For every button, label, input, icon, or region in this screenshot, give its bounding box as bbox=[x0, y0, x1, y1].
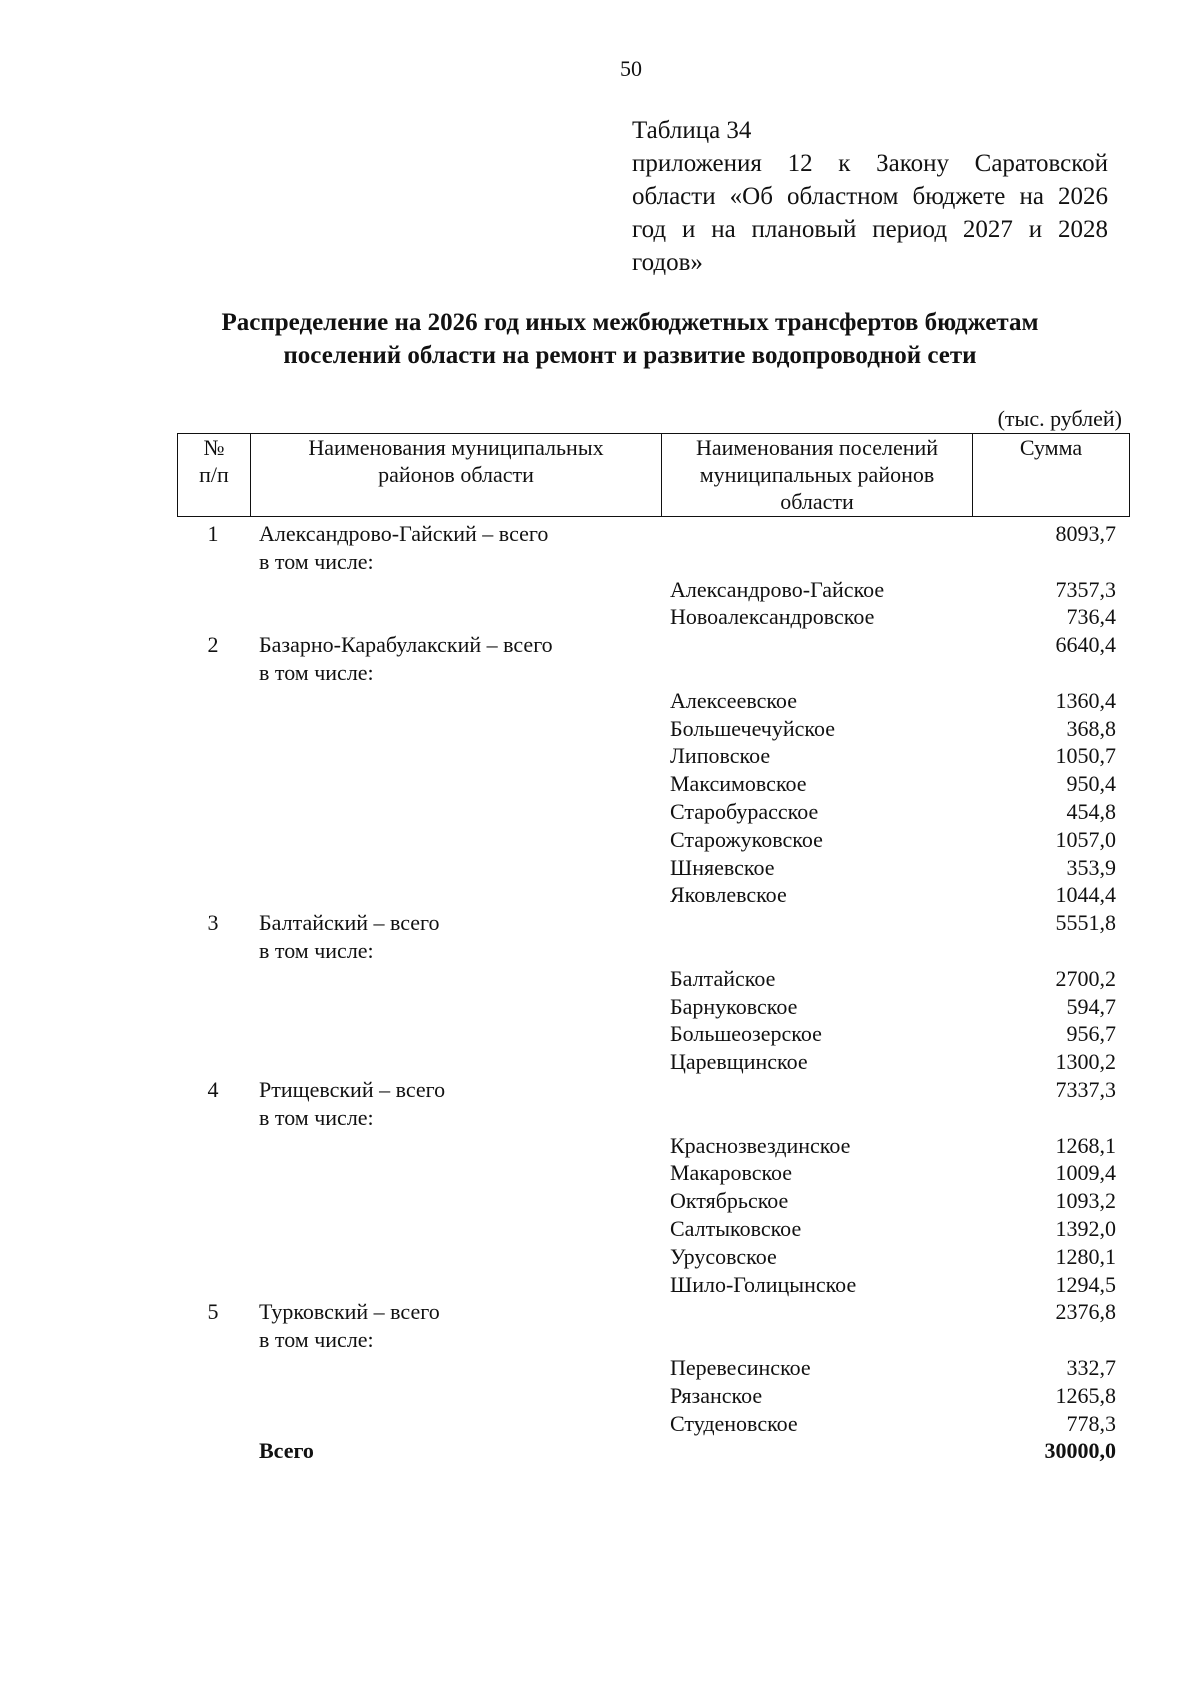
header-num-line: № bbox=[203, 435, 225, 460]
amount: 2376,8 bbox=[1055, 1299, 1116, 1325]
amount: 6640,4 bbox=[1055, 632, 1116, 658]
table-row bbox=[0, 1076, 1200, 1104]
table-row bbox=[0, 1187, 1200, 1215]
annex-reference bbox=[632, 114, 1108, 279]
row-number: 2 bbox=[207, 632, 219, 658]
header-num-line: п/п bbox=[199, 462, 229, 487]
table-row bbox=[0, 576, 1200, 604]
document-title bbox=[160, 306, 1100, 372]
settlement-name: Барнуковское bbox=[670, 993, 798, 1019]
district-name: Турковский – всего bbox=[259, 1299, 440, 1325]
table-row bbox=[0, 770, 1200, 798]
amount: 594,7 bbox=[1066, 993, 1116, 1019]
district-name: в том числе: bbox=[259, 1104, 374, 1130]
amount: 956,7 bbox=[1066, 1021, 1116, 1047]
header-sum bbox=[973, 434, 1130, 517]
amount: 1392,0 bbox=[1055, 1215, 1116, 1241]
table-row bbox=[0, 548, 1200, 576]
table-row bbox=[0, 1243, 1200, 1271]
table-row bbox=[0, 687, 1200, 715]
district-name: в том числе: bbox=[259, 1327, 374, 1353]
table-row bbox=[0, 881, 1200, 909]
settlement-name: Липовское bbox=[670, 743, 771, 769]
amount: 950,4 bbox=[1066, 771, 1116, 797]
table-row bbox=[0, 1104, 1200, 1132]
district-name: Ртищевский – всего bbox=[259, 1076, 446, 1102]
settlement-name: Новоалександровское bbox=[670, 604, 875, 630]
settlement-name: Старожуковское bbox=[670, 826, 823, 852]
table-row bbox=[0, 937, 1200, 965]
table-row bbox=[0, 1354, 1200, 1382]
settlement-name: Царевщинское bbox=[670, 1049, 808, 1075]
header-settlement-line: области bbox=[780, 489, 854, 514]
settlement-name: Студеновское bbox=[670, 1410, 798, 1436]
table-row bbox=[0, 1132, 1200, 1160]
table-header bbox=[177, 433, 1130, 517]
table-row bbox=[0, 854, 1200, 882]
amount: 1268,1 bbox=[1055, 1132, 1116, 1158]
table-row bbox=[0, 742, 1200, 770]
page-number: 50 bbox=[620, 56, 642, 81]
settlement-name: Октябрьское bbox=[670, 1188, 789, 1214]
amount: 1280,1 bbox=[1055, 1243, 1116, 1269]
amount: 1009,4 bbox=[1055, 1160, 1116, 1186]
table-row bbox=[0, 1271, 1200, 1299]
total-label: Всего bbox=[259, 1438, 314, 1464]
table-row bbox=[0, 1020, 1200, 1048]
amount: 736,4 bbox=[1066, 604, 1116, 630]
amount: 1265,8 bbox=[1055, 1382, 1116, 1408]
title-line-1: Распределение на 2026 год иных межбюджетных трансфертов бюджетам bbox=[221, 309, 1039, 336]
settlement-name: Максимовское bbox=[670, 771, 807, 797]
settlement-name: Урусовское bbox=[670, 1243, 777, 1269]
settlement-name: Алексеевское bbox=[670, 687, 797, 713]
header-sum-label: Сумма bbox=[1019, 435, 1083, 460]
amount: 8093,7 bbox=[1055, 521, 1116, 546]
settlement-name: Шняевское bbox=[670, 854, 775, 880]
district-name: в том числе: bbox=[259, 659, 374, 685]
header-settlement bbox=[662, 434, 973, 517]
settlement-name: Шило-Голицынское bbox=[670, 1271, 857, 1297]
settlement-name: Александрово-Гайское bbox=[670, 576, 885, 602]
amount: 1360,4 bbox=[1055, 687, 1116, 713]
table-row bbox=[0, 603, 1200, 631]
title-line-2: поселений области на ремонт и развитие водопроводной сети bbox=[283, 342, 977, 369]
table-row bbox=[0, 1215, 1200, 1243]
amount: 1050,7 bbox=[1055, 743, 1116, 769]
amount: 2700,2 bbox=[1055, 965, 1116, 991]
table-row bbox=[0, 1298, 1200, 1326]
amount: 454,8 bbox=[1066, 798, 1116, 824]
settlement-name: Макаровское bbox=[670, 1160, 793, 1186]
amount: 778,3 bbox=[1066, 1410, 1116, 1436]
district-name: Балтайский – всего bbox=[259, 910, 440, 936]
amount: 1044,4 bbox=[1055, 882, 1116, 908]
header-settlement-line: Наименования поселений bbox=[695, 435, 939, 460]
amount: 7337,3 bbox=[1055, 1076, 1116, 1102]
settlement-name: Большеозерское bbox=[670, 1021, 822, 1047]
table-row bbox=[0, 965, 1200, 993]
table-body bbox=[0, 520, 1200, 1465]
settlement-name: Балтайское bbox=[670, 965, 776, 991]
settlement-name: Старобурасское bbox=[670, 798, 819, 824]
table-row bbox=[0, 1382, 1200, 1410]
header-settlement-line: муниципальных районов bbox=[699, 462, 935, 487]
amount: 332,7 bbox=[1066, 1354, 1116, 1380]
amount: 353,9 bbox=[1066, 854, 1116, 880]
table-row bbox=[0, 1048, 1200, 1076]
settlement-name: Салтыковское bbox=[670, 1215, 802, 1241]
table-row bbox=[0, 1326, 1200, 1354]
district-name: Базарно-Карабулакский – всего bbox=[259, 632, 553, 658]
row-number: 5 bbox=[207, 1299, 219, 1325]
table-row bbox=[0, 1159, 1200, 1187]
district-name: в том числе: bbox=[259, 937, 374, 963]
table-row bbox=[0, 909, 1200, 937]
settlement-name: Большечечуйское bbox=[670, 715, 835, 741]
amount: 5551,8 bbox=[1055, 910, 1116, 936]
table-row bbox=[0, 631, 1200, 659]
amount: 1093,2 bbox=[1055, 1188, 1116, 1214]
total-amount: 30000,0 bbox=[1044, 1438, 1116, 1464]
total-row bbox=[0, 1437, 1200, 1465]
row-number: 3 bbox=[207, 910, 219, 936]
row-number: 1 bbox=[207, 521, 219, 546]
settlement-name: Перевесинское bbox=[670, 1354, 811, 1380]
table-row bbox=[0, 520, 1200, 548]
table-row bbox=[0, 798, 1200, 826]
header-district bbox=[251, 434, 662, 517]
district-name: Александрово-Гайский – всего bbox=[259, 521, 549, 546]
header-district-line: районов области bbox=[378, 462, 534, 487]
district-name: в том числе: bbox=[259, 548, 374, 574]
row-number: 4 bbox=[207, 1076, 219, 1102]
table-number: Таблица 34 bbox=[632, 117, 752, 144]
amount: 368,8 bbox=[1066, 715, 1116, 741]
amount: 1057,0 bbox=[1055, 826, 1116, 852]
table-row bbox=[0, 659, 1200, 687]
amount: 1294,5 bbox=[1055, 1271, 1116, 1297]
table-row bbox=[0, 826, 1200, 854]
table-row bbox=[0, 1410, 1200, 1438]
header-district-line: Наименования муниципальных bbox=[308, 435, 604, 460]
amount: 1300,2 bbox=[1055, 1049, 1116, 1075]
units-label: (тыс. рублей) bbox=[997, 406, 1122, 431]
settlement-name: Яковлевское bbox=[670, 882, 787, 908]
header-num bbox=[178, 434, 251, 517]
settlement-name: Краснозвездинское bbox=[670, 1132, 851, 1158]
amount: 7357,3 bbox=[1055, 576, 1116, 602]
annex-description: приложения 12 к Закону Саратовской области «Об областном бюджете на 2026 год и на плановый период 2027 и 2028 годов» bbox=[632, 150, 1108, 276]
table-row bbox=[0, 993, 1200, 1021]
settlement-name: Рязанское bbox=[670, 1382, 763, 1408]
table-row bbox=[0, 715, 1200, 743]
